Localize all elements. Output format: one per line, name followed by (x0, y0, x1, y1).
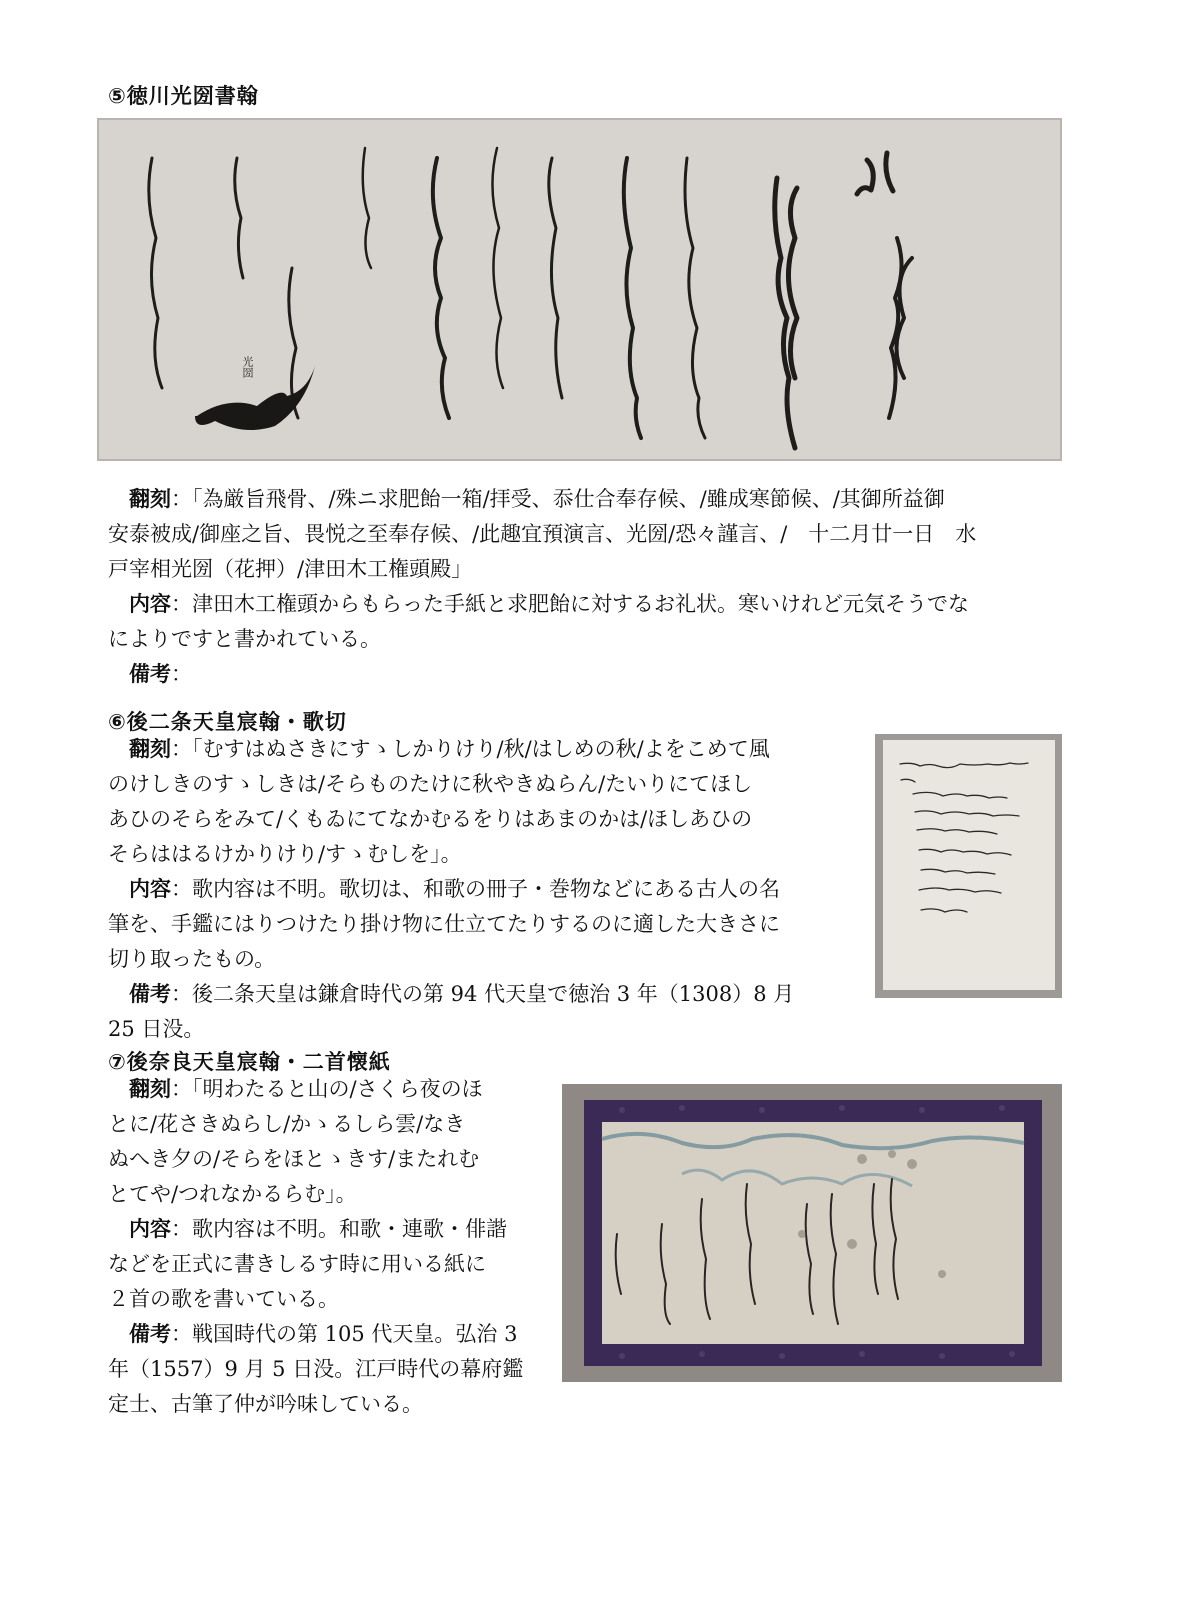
utagire-photo-drawing (875, 734, 1062, 998)
section7-heading: ⑦後奈良天皇宸翰・二首懐紙 (108, 1050, 391, 1074)
section5-note-label: 備考 (129, 662, 171, 686)
section6-trans-line-3: あひのそらをみて/くもゐにてなかむるをりはあまのかは/ほしあひの (108, 807, 753, 831)
section6-heading: ⑥後二条天皇宸翰・歌切 (108, 710, 347, 734)
section6-trans-line-4: そらははるけかりけり/すゝむしを」。 (108, 842, 462, 866)
section6-trans-line-2: のけしきのすゝしきは/そらものたけに秋やきぬらん/たいりにてほし (108, 772, 753, 796)
kaishi-scroll-photo (562, 1084, 1062, 1382)
section7-trans-line-1: 翻刻：「明わたると山の/さくら夜のほ (129, 1077, 483, 1101)
section7-trans-label: 翻刻 (129, 1077, 171, 1101)
section6-note-line-1: 備考：後二条天皇は鎌倉時代の第 94 代天皇で徳治 3 年（1308）8 月 (129, 982, 795, 1006)
section5-note-line: 備考： (129, 662, 192, 686)
section5-content-line-1: 内容：津田木工権頭からもらった手紙と求肥飴に対するお礼状。寒いけれど元気そうでな (129, 592, 969, 616)
section7-note-line-1: 備考：戦国時代の第 105 代天皇。弘治 3 (129, 1322, 518, 1346)
section6-note-line-2: 25 日没。 (108, 1017, 205, 1041)
section7-trans-line-2: とに/花さきぬらし/かゝるしら雲/なき (108, 1112, 466, 1136)
section7-content-line-2: などを正式に書きしるす時に用いる紙に (108, 1252, 486, 1276)
letter-photo-caption: 光圀 (241, 356, 254, 378)
section7-trans-line-3: ぬへき夕の/そらをほとゝきす/またれむ (108, 1147, 480, 1171)
section7-note-label: 備考 (129, 1322, 171, 1346)
kaishi-scroll-drawing (562, 1084, 1062, 1382)
section7-content-label: 内容 (129, 1217, 171, 1241)
section5-trans-label: 翻刻 (129, 487, 171, 511)
section7-note-line-2: 年（1557）9 月 5 日没。江戸時代の幕府鑑 (108, 1357, 524, 1381)
section6-text (108, 732, 868, 1047)
letter-photo (97, 118, 1062, 461)
section5-heading: ⑤徳川光圀書翰 (108, 84, 259, 108)
section5-text (108, 482, 1068, 692)
section7-trans-line-4: とてや/つれなかるらむ」。 (108, 1182, 357, 1206)
section6-content-line-3: 切り取ったもの。 (108, 947, 276, 971)
section5-trans-line-1: 翻刻：「為厳旨飛骨、/殊ニ求肥飴一箱/拝受、忝仕合奉存候、/雖成寒節候、/其御所益御 (129, 487, 945, 511)
utagire-photo (875, 734, 1062, 998)
section7-note-line-3: 定士、古筆了仲が吟味している。 (108, 1392, 423, 1416)
section5-content-line-2: によりですと書かれている。 (108, 627, 381, 651)
section6-content-label: 内容 (129, 877, 171, 901)
section7-content-line-1: 内容：歌内容は不明。和歌・連歌・俳諧 (129, 1217, 507, 1241)
section6-trans-label: 翻刻 (129, 737, 171, 761)
section6-content-line-1: 内容：歌内容は不明。歌切は、和歌の冊子・巻物などにある古人の名 (129, 877, 780, 901)
section6-trans-line-1: 翻刻：「むすはぬさきにすゝしかりけり/秋/はしめの秋/よをこめて風 (129, 737, 770, 761)
section7-text (108, 1072, 558, 1422)
section7-content-line-3: ２首の歌を書いている。 (108, 1287, 339, 1311)
section5-trans-line-3: 戸宰相光圀（花押）/津田木工権頭殿」 (108, 557, 473, 581)
letter-photo-drawing (97, 118, 1062, 461)
section6-note-label: 備考 (129, 982, 171, 1006)
section5-trans-line-2: 安泰被成/御座之旨、畏悦之至奉存候、/此趣宜預演言、光圀/恐々謹言、/ 十二月廿一日 水 (108, 522, 977, 546)
section5-content-label: 内容 (129, 592, 171, 616)
section6-content-line-2: 筆を、手鑑にはりつけたり掛け物に仕立てたりするのに適した大きさに (108, 912, 780, 936)
